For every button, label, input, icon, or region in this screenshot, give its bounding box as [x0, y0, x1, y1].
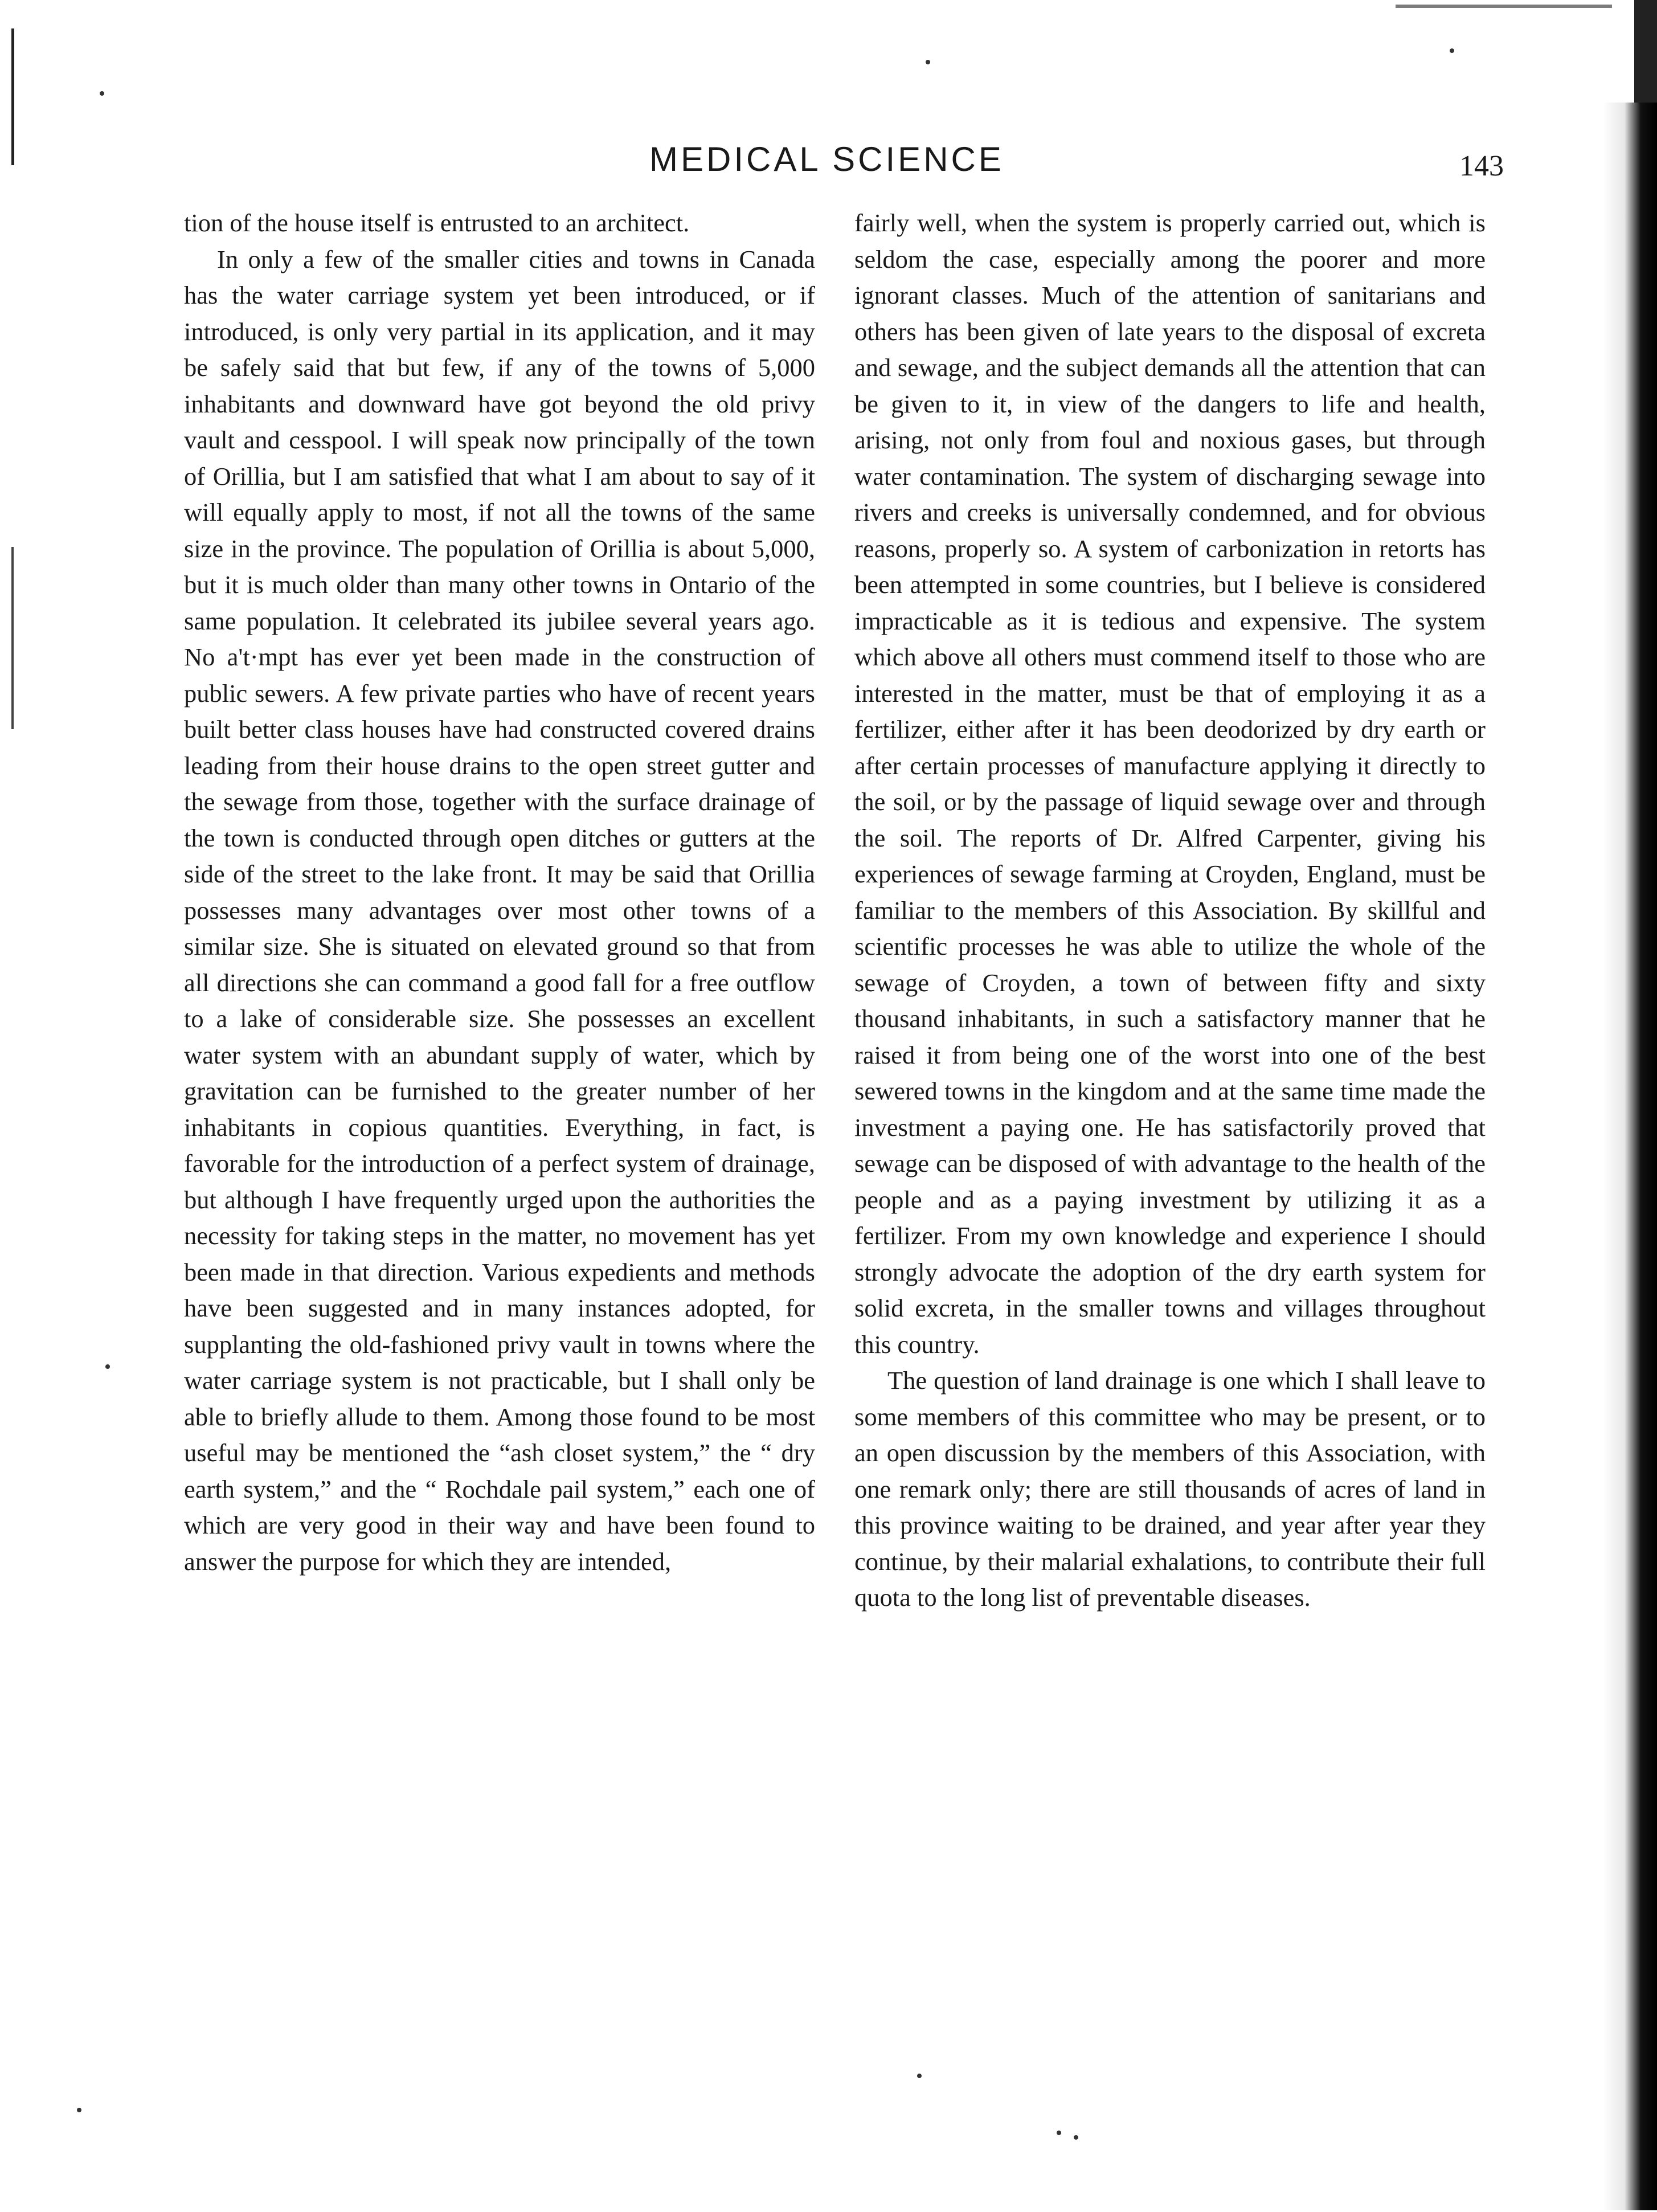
scan-speck	[100, 91, 104, 96]
scan-speck	[1074, 2135, 1078, 2140]
left-paragraph-1: tion of the house itself is entrusted to an architect.	[184, 208, 690, 237]
scan-edge-corner	[1634, 0, 1657, 103]
left-paragraph-2: In only a few of the smaller cities and towns in Canada has the water carriage system yet been introduced, or if introduced, is only very partial in its application, and it may be safely said that but few, if any of the towns of 5,000 inhabitants and downward have got beyond the old privy vault and cesspool. I will speak now principally of the town of Orillia, but I am satisfied that what I am about to say of it will equally apply to most, if not all the towns of the same size in the province. The population of Orillia is about 5,000, but it is much older than many other towns in Ontario of the same population. It celebrated its jubilee several years ago. No a't·mpt has ever yet been made in the construction of public sewers. A few private parties who have of recent years built better class houses have had constructed covered drains leading from their house drains to the open street gutter and the sewage from those, together with the surface drainage of the town is conducted through open ditches or gutters at the side of the street to the lake front. It may be said that Orillia possesses many advantages over most other towns of a similar size. She is situated on elevated ground so that from all directions she can command a good fall for a free outflow to a lake of considerable size. She possesses an excellent water system with an abundant supply of water, which by gravitation can be furnished to the greater number of her inhabitants in copious quantities. Everything, in fact, is favorable for the introduction of a perfect system of drainage, but although I have frequently urged upon the authorities the necessity for taking steps in the matter, no movement has yet been made in that direction. Various expedients and methods have been suggested and in many instances adopted, for supplanting the old-fashioned privy vault in towns where the water carriage system is not practicable, but I shall only be able to briefly allude to them. Among those found to be most useful may be mentioned the “ash closet system,” the “ dry earth system,” and the “ Rochdale pail system,” each one of which are very good in their way and have been found to answer the purpose for which they are intended,	[184, 244, 815, 1576]
scan-speck	[917, 2074, 922, 2078]
scan-left-mark-lower	[11, 547, 14, 729]
right-paragraph-2: The question of land drainage is one which I shall leave to some members of this committee who may be present, or to an open discussion by the members of this Association, with one remark only; there are still thousands of acres of land in this province waiting to be drained, and year after year they continue, by their malarial exhalations, to contribute their full quota to the long list of preventable diseases.	[854, 1366, 1486, 1612]
scan-left-mark	[11, 28, 14, 165]
scan-speck	[1057, 2131, 1061, 2135]
right-column	[854, 205, 1486, 1616]
scan-speck	[926, 60, 930, 64]
page-number: 143	[1459, 150, 1504, 182]
scan-top-streak	[1396, 5, 1612, 8]
right-paragraph-1: fairly well, when the system is properly carried out, which is seldom the case, especially among the poorer and more ignorant classes. Much of the attention of sanitarians and others has been given of late years to the disposal of excreta and sewage, and the subject demands all the attention that can be given to it, in view of the dangers to life and health, arising, not only from foul and noxious gases, but through water contamination. The system of discharging sewage into rivers and creeks is universally condemned, and for obvious reasons, properly so. A system of carbonization in retorts has been attempted in some countries, but I believe is considered impracticable as it is tedious and expensive. The system which above all others must commend itself to those who are interested in the matter, must be that of employing it as a fertilizer, either after it has been deodorized by dry earth or after certain processes of manufacture applying it directly to the soil, or by the passage of liquid sewage over and through the soil. The reports of Dr. Alfred Carpenter, giving his experiences of sewage farming at Croyden, England, must be familiar to the members of this Association. By skillful and scientific processes he was able to utilize the whole of the sewage of Croyden, a town of between fifty and sixty thousand inhabitants, in such a satisfactory manner that he raised it from being one of the worst into one of the best sewered towns in the kingdom and at the same time made the investment a paying one. He has satisfactorily proved that sewage can be disposed of with advantage to the health of the people and as a paying investment by utilizing it as a fertilizer. From my own knowledge and experience I should strongly advocate the adoption of the dry earth system for solid excreta, in the smaller towns and villages throughout this country.	[854, 208, 1486, 1359]
running-title: MEDICAL SCIENCE	[649, 140, 1004, 178]
left-column	[184, 205, 815, 1580]
scan-speck	[105, 1364, 110, 1369]
scan-speck	[77, 2108, 81, 2112]
scan-speck	[1450, 48, 1454, 53]
scan-edge-shadow	[1603, 103, 1657, 2210]
